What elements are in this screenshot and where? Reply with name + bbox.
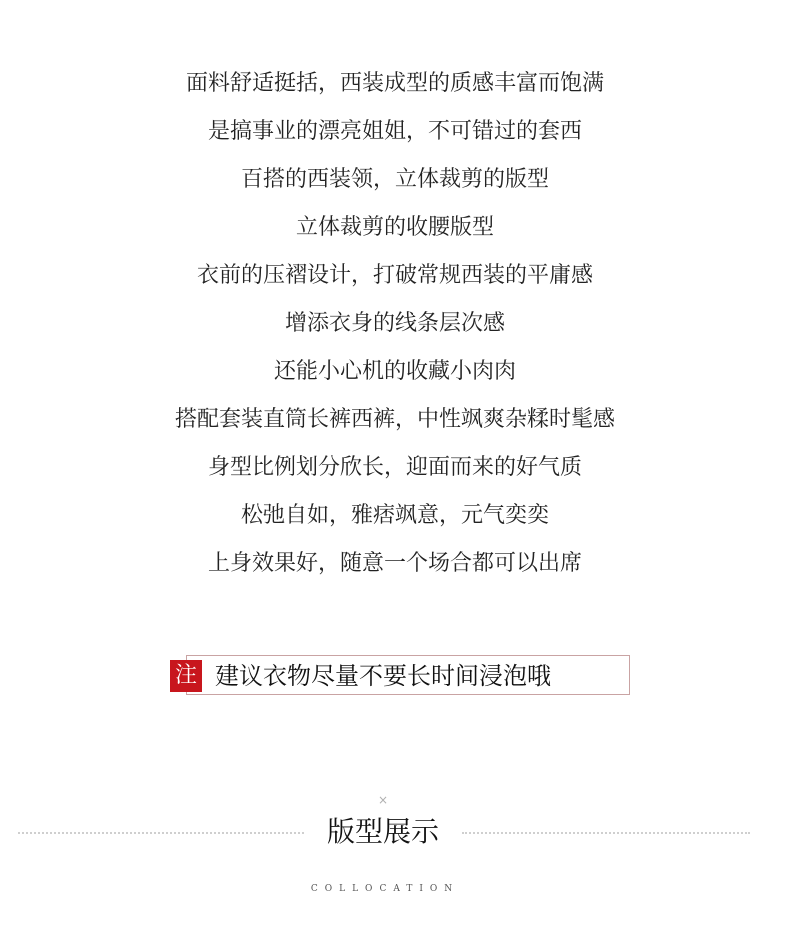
description-line: 上身效果好，随意一个场合都可以出席 [207,551,582,576]
description-line: 松弛自如，雅痞飒意，元气奕奕 [240,503,549,528]
description-line: 百搭的西装领，立体裁剪的版型 [240,167,549,192]
product-description [0,60,790,588]
section-subtitle: COLLOCATION [310,884,460,894]
care-notice-badge: 注 [170,660,202,692]
care-notice [170,655,632,697]
section-divider-right [462,832,750,834]
description-line: 面料舒适挺括，西装成型的质感丰富而饱满 [185,71,604,96]
description-line: 增添衣身的线条层次感 [284,311,505,336]
close-icon: × [377,793,389,807]
description-line: 衣前的压褶设计，打破常规西装的平庸感 [196,263,593,288]
description-line: 是搞事业的漂亮姐姐，不可错过的套西 [207,119,582,144]
description-line: 搭配套装直筒长裤西裤，中性飒爽杂糅时髦感 [174,407,615,432]
section-divider-left [18,832,304,834]
description-line: 身型比例划分欣长，迎面而来的好气质 [207,455,582,480]
section-title: 版型展示 [326,815,439,848]
description-line: 还能小心机的收藏小肉肉 [273,359,516,384]
care-notice-text: 建议衣物尽量不要长时间浸泡哦 [215,662,551,690]
description-line: 立体裁剪的收腰版型 [295,215,494,240]
